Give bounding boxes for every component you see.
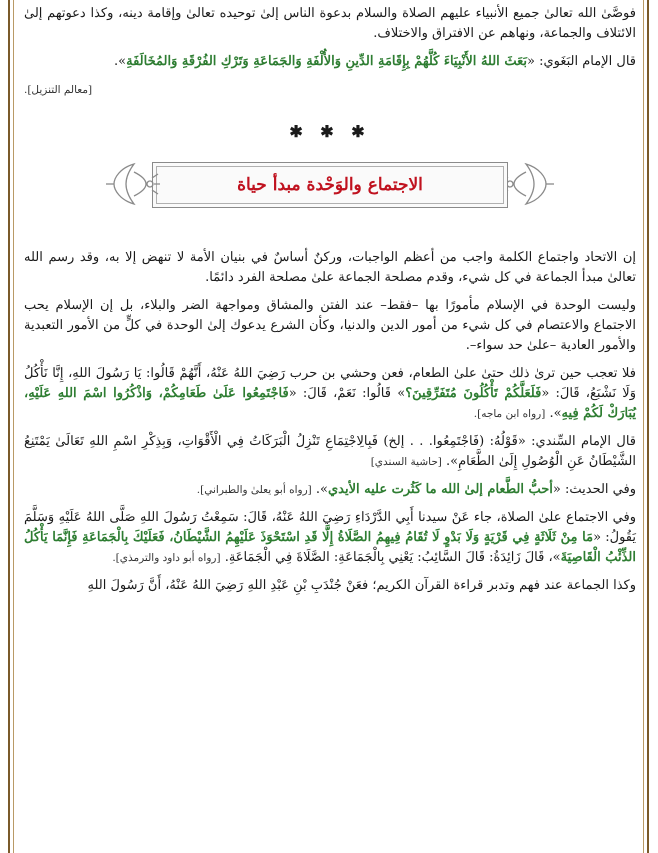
paragraph-sindi: [24, 432, 636, 472]
hadith-end: ».: [549, 406, 562, 421]
paragraph-text: فوصَّىٰ الله تعالىٰ جميع الأنبياء عليهم الصلاة والسلام بدعوة الناس إلىٰ توحيده تعالىٰ وإقامة دينه، وكذا دعوتهم إلىٰ الائتلاف والجماعة، ونهاهم عن الافتراق والاختلاف.: [24, 6, 636, 41]
hadith-intro: وفي الاجتماع علىٰ الصلاة، جاء عَنْ سيدنا أَبِي الدَّرْدَاءِ رَضِيَ اللهُ عَنْهُ، قَالَ: سَمِعْتُ رَسُولَ اللهِ صَلَّى اللهُ عَلَيْهِ وَسَلَّمَ يَقُولُ: «: [24, 510, 637, 545]
hadith-middle: » قَالُوا: نَعَمْ، قَالَ: «: [288, 386, 406, 401]
quote-end: ».: [114, 54, 127, 69]
baghawi-reference: [معالم التنزيل].: [24, 84, 93, 96]
hadith-reference: [رواه أبو يعلىٰ والطبراني].: [196, 484, 312, 496]
paragraph-text: وليست الوحدة في الإسلام مأمورًا بها –فقط– عند الفتن والمشاق ومواجهة الضر والبلاء، بل إن الإسلام يحب الاجتماع والاعتصام في كل شيء من أمور الدين والدنيا، وكأن الشرع يدعوك إلىٰ الوحدة في كلٍّ من الأمور التعبدية والأمور العادية –علىٰ حد سواء–.: [24, 298, 636, 353]
sindi-quote: قال الإمام السِّندي: «قَوْلُهُ: (فَاجْتَمِعُوا. . . إلخ) فَبِالِاجْتِمَاعِ تَنْزِلُ الْبَرَكَاتُ فِي الْأَقْوَاتِ، وَبِذِكْرِ اسْمِ اللهِ تَعَالَىٰ يَمْتَنِعُ الشَّيْطَانُ عَنِ الْوُصُولِ إِلَىٰ الطَّعَامِ».: [24, 434, 636, 469]
section-title: الاجتماع والوَحْدة مبدأ حياة: [237, 175, 423, 195]
paragraph-hadith-food-hands: [24, 480, 636, 500]
paragraph-text: وكذا الجماعة عند فهم وتدبر قراءة القرآن الكريم؛ فعَنْ جُنْدَبِ بْنِ عَبْدِ اللهِ رَضِيَ اللهُ عَنْهُ، أَنَّ رَسُولَ اللهِ: [87, 578, 636, 593]
section-title-banner: [24, 148, 636, 208]
hadith-reference: [رواه ابن ماجه].: [473, 408, 546, 420]
hadith-end: »، قَالَ زَائِدَةُ: قَالَ السَّائِبُ: يَعْنِي بِالْجَمَاعَةِ: الصَّلَاةَ فِي الْجَمَاعَةِ.: [224, 550, 561, 565]
paragraph-unity-in-islam: [24, 296, 636, 356]
paragraph-quran-gathering: [24, 576, 636, 596]
page-content: [24, 0, 636, 604]
title-box: [152, 162, 508, 208]
hadith-quote: مَا مِنْ ثَلَاثَةٍ فِي قَرْيَةٍ وَلَا بَدْوٍ لَا تُقَامُ فِيهِمُ الصَّلَاةُ إِلَّا قَدِ اسْتَحْوَذَ عَلَيْهِمُ الشَّيْطَانُ، فَعَلَيْكَ بِالْجَمَاعَةِ فَإِنَّمَا يَأْكُلُ الذِّئْبُ الْقَاصِيَةَ: [24, 530, 636, 565]
baghawi-quote: بَعَثَ اللهُ الأَنْبِيَاءَ كُلَّهُمْ بِإِقَامَةِ الدِّينِ وَالأُلْفَةِ وَالجَمَاعَةِ وَتَرْكِ الفُرْقَةِ وَالمُخَالَفَةِ: [126, 54, 527, 69]
hadith-reference: [رواه أبو داود والترمذي].: [112, 552, 221, 564]
hadith-quote-2: فَاجْتَمِعُوا عَلَىٰ طَعَامِكُمْ، وَاذْكُرُوا اسْمَ اللهِ عَلَيْهِ، يُبَارَكْ لَكُمْ فِيهِ: [24, 386, 636, 421]
quote-intro: قال الإمام البَغَوي: «: [526, 54, 636, 69]
hadith-intro: وفي الحديث: «: [552, 482, 636, 497]
section-separator-stars: ✱ ✱ ✱: [289, 122, 371, 141]
paragraph-prayer-hadith: [24, 508, 636, 568]
hadith-quote-1: فَلَعَلَّكُمْ تَأْكُلُونَ مُتَفَرِّقِينَ؟: [405, 386, 542, 401]
paragraph-text: إن الاتحاد واجتماع الكلمة واجب من أعظم الواجبات، وركنٌ أساسٌ في بنيان الأمة لا تنهض إلا به، وقد رسم الله تعالىٰ مبدأ الجماعة في كل شيء، وقدم مصلحة الجماعة علىٰ مصلحة الفرد دائمًا.: [24, 250, 636, 285]
hadith-intro: فلا تعجب حين ترىٰ ذلك حتىٰ علىٰ الطعام، فعن وحشي بن حرب رَضِيَ اللهُ عَنْهُ، أَنَّهُمْ قَالُوا: يَا رَسُولَ اللهِ، إِنَّا نَأْكُلُ وَلَا نَشْبَعُ، قَالَ: «: [24, 366, 636, 401]
left-ornament-icon: [104, 158, 164, 210]
sindi-reference: [حاشية السندي]: [370, 456, 442, 468]
paragraph-prophets-unity: [24, 4, 636, 44]
reference-line: [24, 80, 636, 100]
hadith-end: ».: [315, 482, 328, 497]
paragraph-unity-duty: [24, 248, 636, 288]
hadith-quote: أحبُّ الطَّعام إلىٰ الله ما كَثُرت عليه الأيدي: [327, 482, 553, 497]
paragraph-food-hadith: [24, 364, 636, 424]
paragraph-baghawi: [24, 52, 636, 72]
